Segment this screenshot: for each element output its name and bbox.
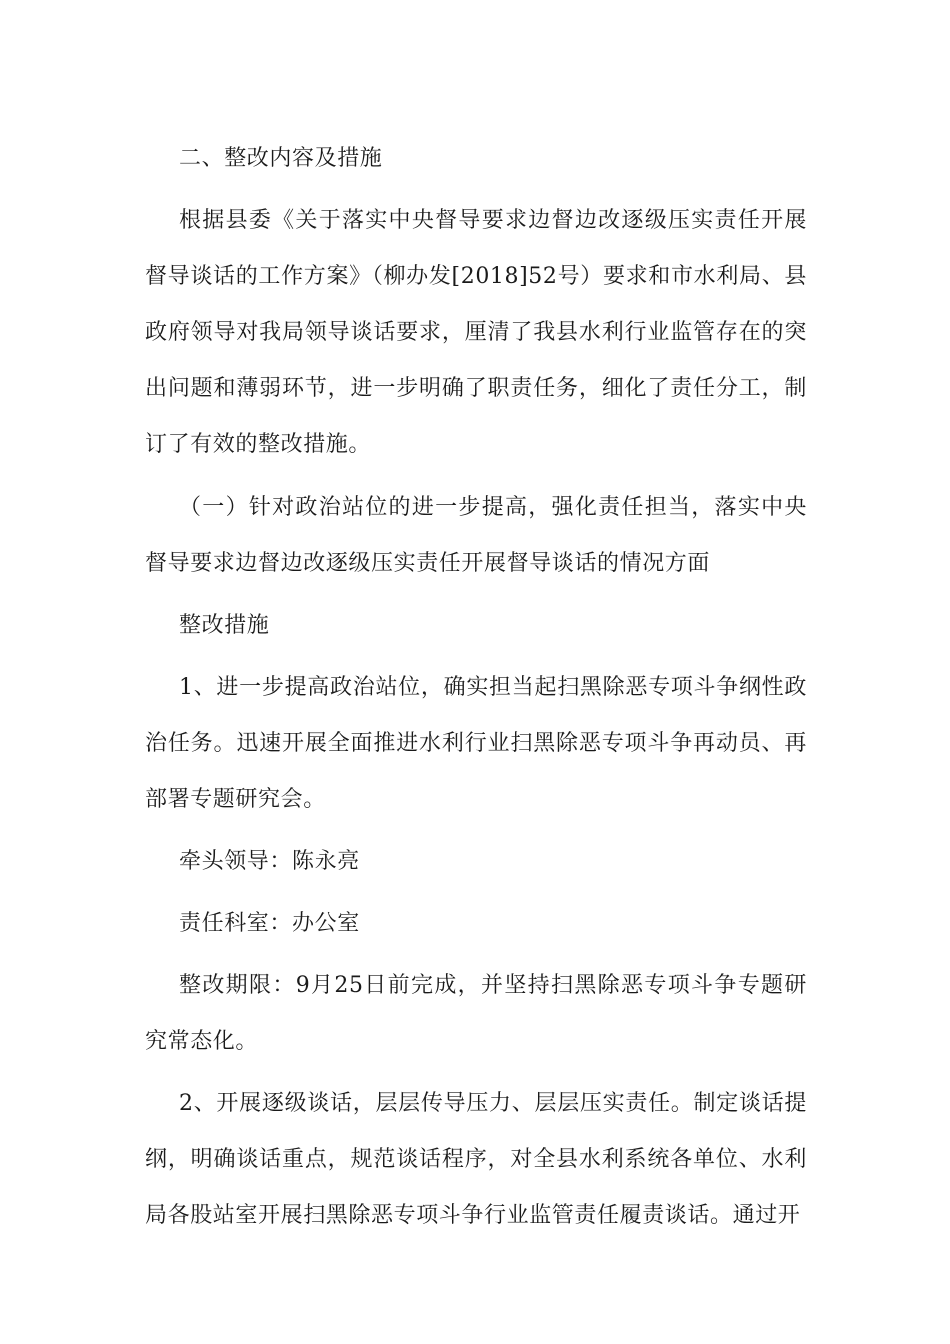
- measure-1-paragraph: 1、进一步提高政治站位，确实担当起扫黑除恶专项斗争纲性政治任务。迅速开展全面推进水利行业扫黑除恶专项斗争再动员、再部署专题研究会。: [145, 675, 807, 812]
- document-body: [145, 131, 807, 1244]
- responsible-office-line: 责任科室：办公室: [179, 911, 360, 936]
- deadline-paragraph: 整改期限：9月25日前完成，并坚持扫黑除恶专项斗争专题研究常态化。: [145, 973, 807, 1054]
- measure-2-paragraph: 2、开展逐级谈话，层层传导压力、层层压实责任。制定谈话提纲，明确谈话重点，规范谈话程序，对全县水利系统各单位、水利局各股站室开展扫黑除恶专项斗争行业监管责任履责谈话。通过开: [145, 1091, 807, 1228]
- measures-heading: 整改措施: [179, 613, 270, 638]
- lead-leader-line: 牵头领导：陈永亮: [179, 849, 360, 874]
- section-heading: 二、整改内容及措施: [179, 146, 383, 171]
- subsection-heading: （一）针对政治站位的进一步提高，强化责任担当，落实中央督导要求边督边改逐级压实责任开展督导谈话的情况方面: [145, 495, 807, 576]
- intro-paragraph: 根据县委《关于落实中央督导要求边督边改逐级压实责任开展督导谈话的工作方案》（柳办发[2018]52号）要求和市水利局、县政府领导对我局领导谈话要求，厘清了我县水利行业监管存在的突出问题和薄弱环节，进一步明确了职责任务，细化了责任分工，制订了有效的整改措施。: [145, 208, 807, 457]
